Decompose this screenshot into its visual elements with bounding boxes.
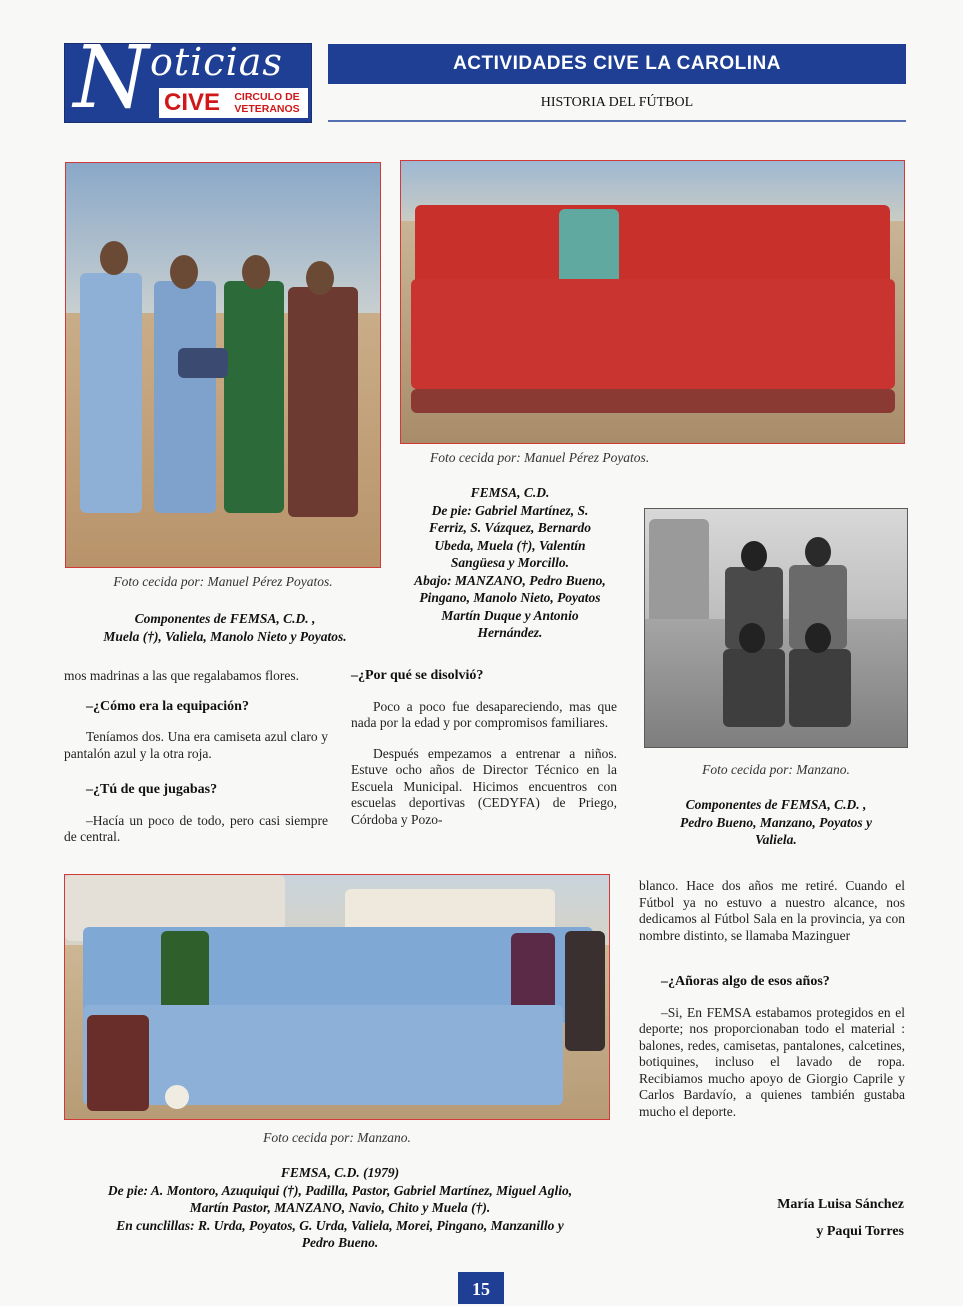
logo-cive: CIVE <box>164 89 221 116</box>
photo4-legend: FEMSA, C.D. (1979) De pie: A. Montoro, Azuquiqui (†), Padilla, Pastor, Gabriel Martínez, Miguel Aglio, Martín Pastor, MANZANO, Navio, Chito y Muela (†). En cunclillas: R. Urda, Poyatos, G. Urda, Valiela, Morei, Pingano, Manzanillo y Pedro Bueno. <box>107 1165 573 1250</box>
photo-bw-four-players <box>644 508 908 748</box>
section-subtitle: HISTORIA DEL FÚTBOL <box>328 86 906 122</box>
logo-circulo: CIRCULO DE VETERANOS <box>234 91 300 115</box>
logo-word: oticias <box>150 40 283 84</box>
photo-red-team <box>400 160 905 444</box>
photo3-legend: Componentes de FEMSA, C.D. , Pedro Bueno, Manzano, Poyatos y Valiela. <box>679 797 872 847</box>
photo2-caption: Foto cecida por: Manuel Pérez Poyatos. <box>430 450 650 465</box>
photo3-caption: Foto cecida por: Manzano. <box>702 762 850 777</box>
photo-team-1979 <box>64 874 610 1120</box>
photo1-legend: Componentes de FEMSA, C.D. , Muela (†), Valiela, Manolo Nieto y Poyatos. <box>103 611 347 644</box>
logo-initial: N <box>73 28 149 128</box>
section-title: ACTIVIDADES CIVE LA CAROLINA <box>328 44 906 84</box>
author-line-1: María Luisa Sánchez <box>777 1197 904 1212</box>
photo2-legend: FEMSA, C.D. De pie: Gabriel Martínez, S. Ferriz, S. Vázquez, Bernardo Ubeda, Muela (†), Valentín Sangüesa y Morcillo. Abajo: MANZANO, Pedro Bueno, Pingano, Manolo Nieto, Poyatos Martín Duque y Antonio Hernández. <box>414 485 606 640</box>
photo-four-players <box>65 162 381 568</box>
photo4-caption: Foto cecida por: Manzano. <box>263 1130 411 1145</box>
author-line-2: y Paqui Torres <box>816 1224 904 1239</box>
column-2: –¿Por qué se disolvió? Poco a poco fue desapareciendo, mas que nada por la edad y por compromisos familiares. Después empezamos a entrenar a niños. Estuve ocho años de Director Técnico en la Escuela Municipal. Hicimos encuentros con escuelas deportivas (CEDYFA) de Priego, Córdoba y Pozo- <box>351 668 617 827</box>
column-3: blanco. Hace dos años me retiré. Cuando el Fútbol ya no estuvo a nuestro alcance, nos dedicamos al Fútbol Sala en la provincia, ya con nombre distinto, se llamaba Mazinguer –¿Añoras algo de esos años? –Si, En FEMSA estabamos protegidos en el deporte; nos proporcionaban todo el material : balones, redes, camisetas, pantalones, calcetines, botiquines, incluso el lavado de ropa. Recibiamos mucho apoyo de Giorgio Caprile y Carlos Bardavío, a quienes también gustaba mucho el deporte. <box>639 878 905 1119</box>
photo1-caption: Foto cecida por: Manuel Pérez Poyatos. <box>113 574 333 589</box>
page-number: 15 <box>458 1272 504 1304</box>
column-1: mos madrinas a las que regalabamos flores. –¿Cómo era la equipación? Teníamos dos. Una era camiseta azul claro y pantalón azul y la otra roja. –¿Tú de que jugabas? –Hacía un poco de todo, pero casi siempre de central. <box>64 668 328 844</box>
